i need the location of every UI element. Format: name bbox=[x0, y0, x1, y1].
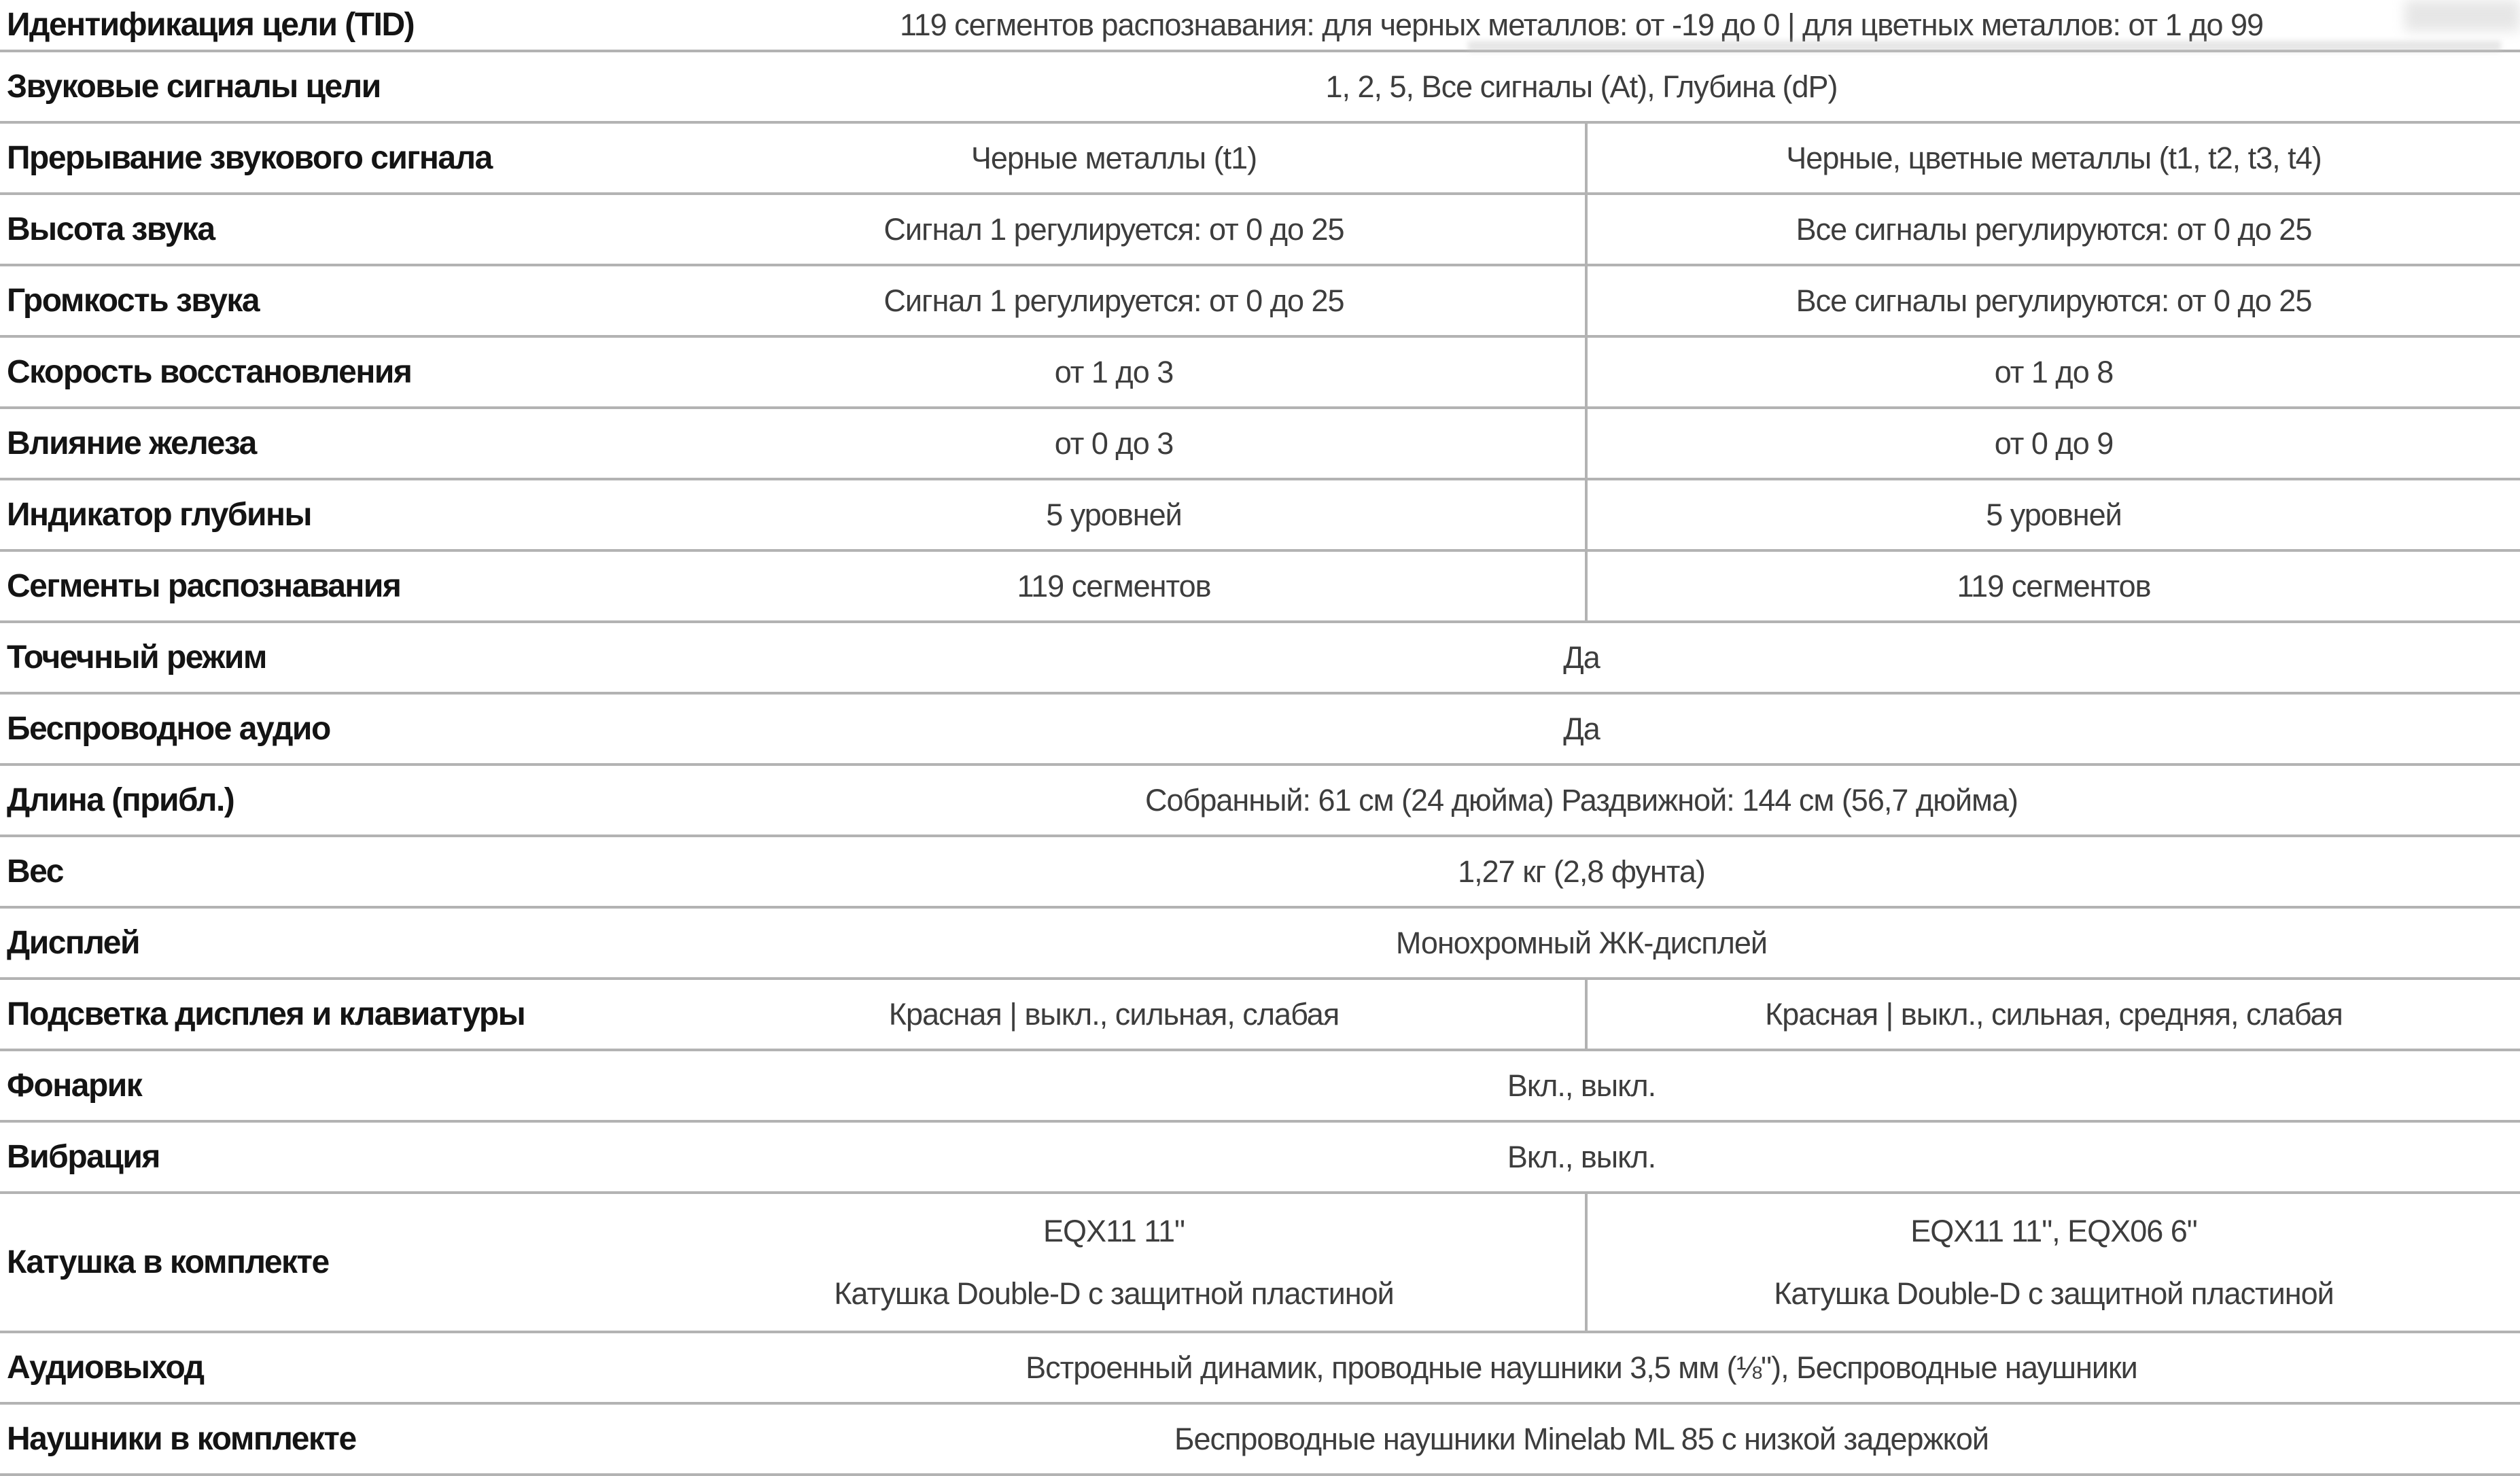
row-label: Сегменты распознавания bbox=[7, 568, 401, 604]
coil-model: EQX11 11", EQX06 6" bbox=[1910, 1214, 2197, 1248]
row-label: Катушка в комплекте bbox=[7, 1244, 329, 1280]
row-value-right: 119 сегментов bbox=[1585, 552, 2520, 620]
row-label: Индикатор глубины bbox=[7, 497, 312, 533]
row-label: Дисплей bbox=[7, 925, 139, 961]
row-label: Подсветка дисплея и клавиатуры bbox=[7, 996, 525, 1032]
row-value-left: от 0 до 3 bbox=[1054, 425, 1174, 461]
row-value: 119 сегментов распознавания: для черных металлов: от -19 до 0 | для цветных металлов: от 1 до 99 bbox=[899, 7, 2264, 42]
table-row bbox=[0, 623, 2520, 695]
table-row bbox=[0, 909, 2520, 980]
row-value: Вкл., выкл. bbox=[1507, 1139, 1656, 1174]
row-value-left: 5 уровней bbox=[1046, 497, 1182, 532]
row-value-right: 5 уровней bbox=[1585, 480, 2520, 549]
table-row bbox=[0, 195, 2520, 266]
table-row bbox=[0, 766, 2520, 837]
row-value-left: Сигнал 1 регулируется: от 0 до 25 bbox=[883, 283, 1344, 318]
row-value-right bbox=[1585, 1194, 2520, 1331]
row-label: Фонарик bbox=[7, 1068, 142, 1104]
row-value: Да bbox=[1563, 711, 1600, 746]
row-value: 1, 2, 5, Все сигналы (At), Глубина (dP) bbox=[1325, 69, 1838, 104]
coil-description: Катушка Double-D с защитной пластиной bbox=[834, 1276, 1394, 1311]
row-label: Звуковые сигналы цели bbox=[7, 69, 381, 105]
row-value-left: Красная | выкл., сильная, слабая bbox=[888, 996, 1340, 1032]
row-value-right: Все сигналы регулируются: от 0 до 25 bbox=[1585, 266, 2520, 335]
row-label: Аудиовыход bbox=[7, 1350, 204, 1386]
row-value: Встроенный динамик, проводные наушники 3,5 мм (⅛"), Беспроводные наушники bbox=[1026, 1350, 2137, 1385]
row-value-left: от 1 до 3 bbox=[1054, 354, 1174, 389]
table-row bbox=[0, 266, 2520, 338]
row-label: Скорость восстановления bbox=[7, 354, 412, 390]
row-value-right: Все сигналы регулируются: от 0 до 25 bbox=[1585, 195, 2520, 264]
table-row bbox=[0, 409, 2520, 480]
row-value-left: 119 сегментов bbox=[1017, 568, 1211, 603]
table-row bbox=[0, 695, 2520, 766]
table-row bbox=[0, 1051, 2520, 1123]
table-row bbox=[0, 480, 2520, 552]
row-label: Точечный режим bbox=[7, 639, 266, 675]
row-label: Беспроводное аудио bbox=[7, 711, 330, 747]
row-label: Влияние железа bbox=[7, 425, 256, 461]
row-value: Собранный: 61 см (24 дюйма) Раздвижной: 144 см (56,7 дюйма) bbox=[1145, 782, 2018, 818]
row-value: Вкл., выкл. bbox=[1507, 1068, 1656, 1103]
row-label: Высота звука bbox=[7, 211, 215, 247]
table-row bbox=[0, 1123, 2520, 1194]
coil-model: EQX11 11" bbox=[1043, 1214, 1185, 1248]
row-value-left bbox=[643, 1194, 1585, 1331]
row-label: Громкость звука bbox=[7, 283, 260, 319]
row-label: Длина (прибл.) bbox=[7, 782, 234, 818]
row-value: Да bbox=[1563, 639, 1600, 675]
row-label: Наушники в комплекте bbox=[7, 1421, 356, 1457]
row-label: Вес bbox=[7, 854, 63, 890]
table-row bbox=[0, 1333, 2520, 1405]
table-row bbox=[0, 837, 2520, 909]
row-value: 1,27 кг (2,8 фунта) bbox=[1458, 854, 1705, 889]
table-row bbox=[0, 338, 2520, 409]
row-label: Прерывание звукового сигнала bbox=[7, 140, 492, 176]
row-value: Беспроводные наушники Minelab ML 85 с низкой задержкой bbox=[1174, 1421, 1989, 1456]
row-label: Вибрация bbox=[7, 1139, 160, 1175]
table-row bbox=[0, 1405, 2520, 1476]
row-value: Монохромный ЖК-дисплей bbox=[1395, 925, 1768, 960]
row-value-left: Сигнал 1 регулируется: от 0 до 25 bbox=[883, 211, 1344, 247]
coil-description: Катушка Double-D с защитной пластиной bbox=[1774, 1276, 2334, 1311]
row-value-right: Красная | выкл., сильная, средняя, слабая bbox=[1585, 980, 2520, 1049]
row-label: Идентификация цели (TID) bbox=[7, 7, 415, 43]
table-row bbox=[0, 980, 2520, 1051]
row-value-right: Черные, цветные металлы (t1, t2, t3, t4) bbox=[1585, 124, 2520, 192]
table-row bbox=[0, 124, 2520, 195]
table-row bbox=[0, 1194, 2520, 1333]
row-value-right: от 0 до 9 bbox=[1585, 409, 2520, 478]
row-value-right: от 1 до 8 bbox=[1585, 338, 2520, 406]
table-row bbox=[0, 552, 2520, 623]
table-row bbox=[0, 0, 2520, 52]
row-value-left: Черные металлы (t1) bbox=[970, 140, 1257, 175]
table-row bbox=[0, 52, 2520, 124]
